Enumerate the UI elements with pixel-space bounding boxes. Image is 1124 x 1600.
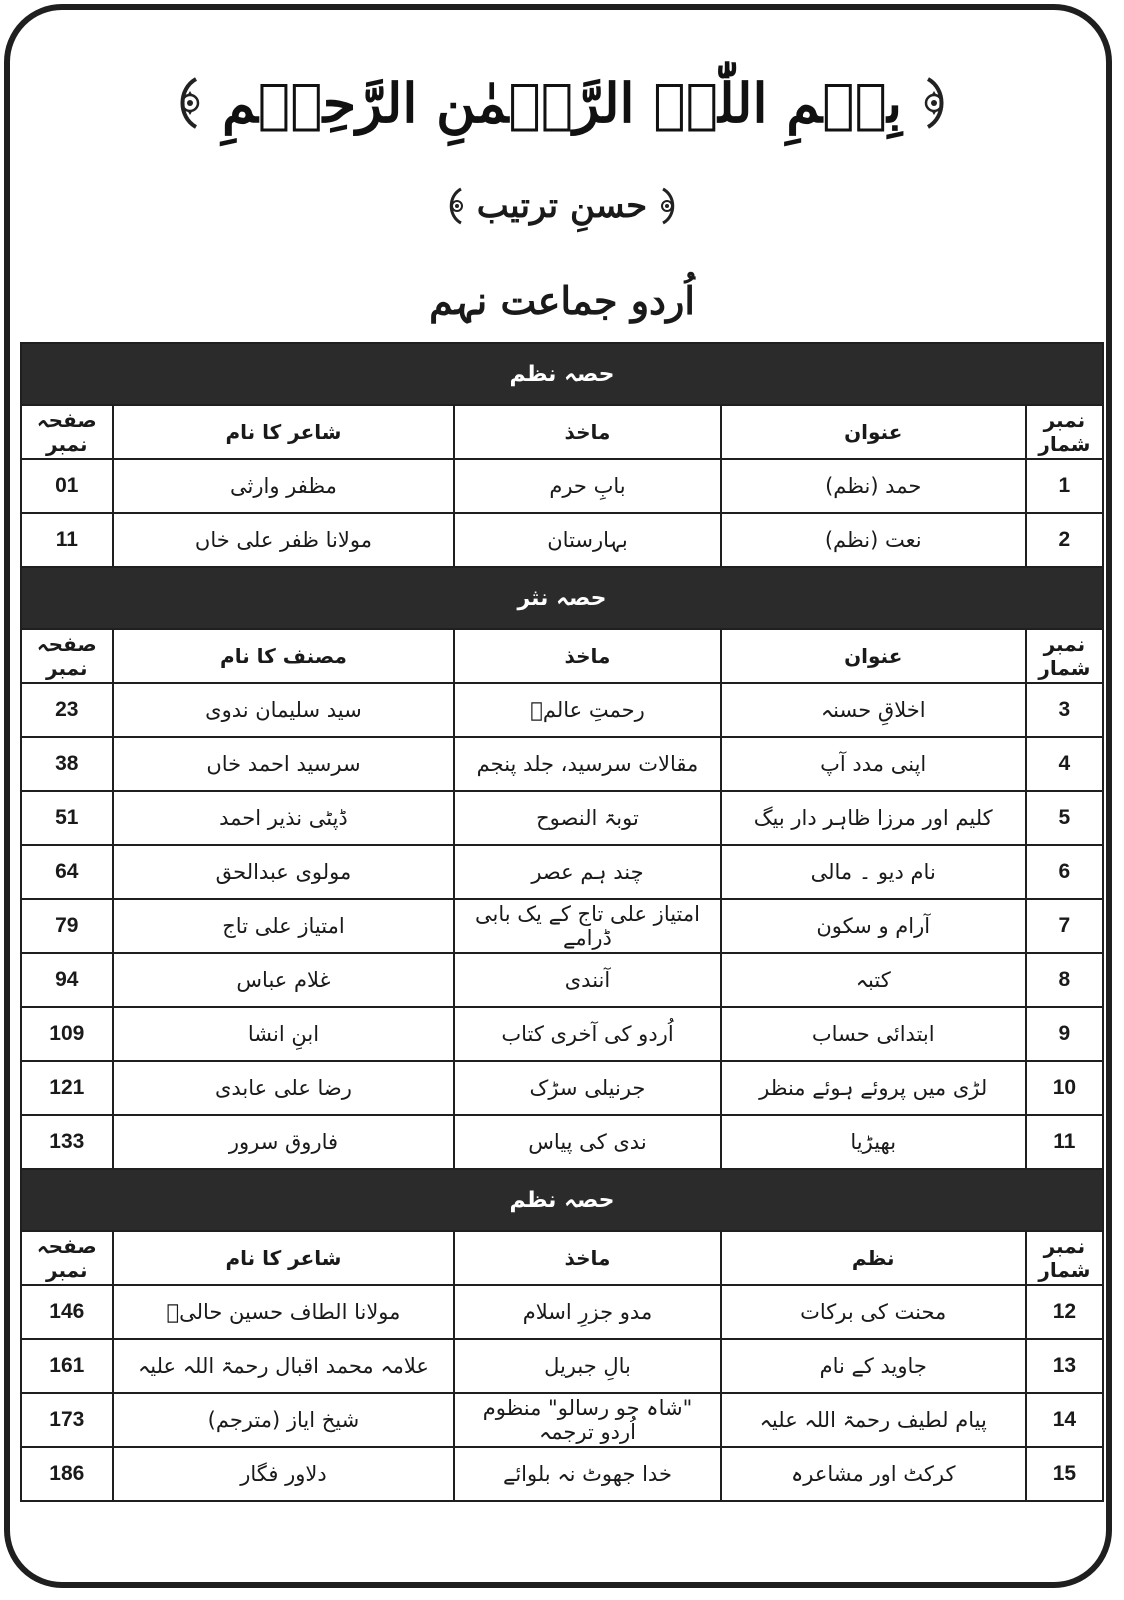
cell-serial-number: 12 (1026, 1285, 1103, 1339)
subtitle-heading (0, 178, 1124, 234)
table-row (21, 513, 1103, 567)
cell-serial-number: 1 (1026, 459, 1103, 513)
cell-author: رضا علی عابدی (113, 1061, 455, 1115)
cell-source: بالِ جبریل (454, 1339, 720, 1393)
cell-serial-number: 14 (1026, 1393, 1103, 1447)
cell-title: جاوید کے نام (721, 1339, 1026, 1393)
table-row (21, 899, 1103, 953)
cell-page-number: 64 (21, 845, 113, 899)
cell-author: ابنِ انشا (113, 1007, 455, 1061)
cell-source: امتیاز علی تاج کے یک بابی ڈرامے (454, 899, 720, 953)
cell-serial-number: 4 (1026, 737, 1103, 791)
section-band (21, 567, 1103, 629)
cell-source: چند ہم عصر (454, 845, 720, 899)
column-header-source: ماخذ (454, 629, 720, 683)
cell-title: محنت کی برکات (721, 1285, 1026, 1339)
cell-serial-number: 3 (1026, 683, 1103, 737)
column-header-serial-number: نمبر شمار (1026, 405, 1103, 459)
column-header-page-number: صفحہ نمبر (21, 1231, 113, 1285)
cell-source: مدو جزرِ اسلام (454, 1285, 720, 1339)
cell-title: اپنی مدد آپ (721, 737, 1026, 791)
left-ornament-small-icon (443, 186, 467, 226)
column-header-row (21, 629, 1103, 683)
cell-title: پیام لطیف رحمۃ اللہ علیہ (721, 1393, 1026, 1447)
table-row (21, 1393, 1103, 1447)
cell-source: رحمتِ عالمؐ (454, 683, 720, 737)
column-header-serial-number: نمبر شمار (1026, 629, 1103, 683)
cell-source: جرنیلی سڑک (454, 1061, 720, 1115)
cell-page-number: 79 (21, 899, 113, 953)
table-row (21, 791, 1103, 845)
right-ornament-icon (920, 75, 954, 131)
cell-page-number: 173 (21, 1393, 113, 1447)
cell-title: آرام و سکون (721, 899, 1026, 953)
column-header-source: ماخذ (454, 1231, 720, 1285)
right-ornament-small-icon (657, 186, 681, 226)
cell-title: کرکٹ اور مشاعرہ (721, 1447, 1026, 1501)
cell-page-number: 01 (21, 459, 113, 513)
page-title: اُردو جماعت نہم (429, 278, 695, 323)
cell-page-number: 161 (21, 1339, 113, 1393)
section-band (21, 1169, 1103, 1231)
cell-author: علامہ محمد اقبال رحمۃ اللہ علیہ (113, 1339, 455, 1393)
table-row (21, 737, 1103, 791)
cell-serial-number: 2 (1026, 513, 1103, 567)
table-row (21, 683, 1103, 737)
bismillah-heading (0, 58, 1124, 148)
cell-title: لڑی میں پروئے ہوئے منظر (721, 1061, 1026, 1115)
cell-source: بہارستان (454, 513, 720, 567)
cell-page-number: 38 (21, 737, 113, 791)
bismillah-text: بِسۡمِ اللّٰہِ الرَّحۡمٰنِ الرَّحِیۡمِ (221, 71, 903, 135)
cell-source: اُردو کی آخری کتاب (454, 1007, 720, 1061)
column-header-author: شاعر کا نام (113, 1231, 455, 1285)
cell-page-number: 121 (21, 1061, 113, 1115)
column-header-author: شاعر کا نام (113, 405, 455, 459)
cell-serial-number: 9 (1026, 1007, 1103, 1061)
cell-page-number: 11 (21, 513, 113, 567)
table-row (21, 1007, 1103, 1061)
column-header-title: عنوان (721, 405, 1026, 459)
cell-author: ڈپٹی نذیر احمد (113, 791, 455, 845)
cell-page-number: 23 (21, 683, 113, 737)
column-header-page-number: صفحہ نمبر (21, 629, 113, 683)
section-heading: حصہ نثر (21, 567, 1103, 629)
column-header-title: عنوان (721, 629, 1026, 683)
cell-title: بھیڑیا (721, 1115, 1026, 1169)
cell-author: امتیاز علی تاج (113, 899, 455, 953)
cell-author: دلاور فگار (113, 1447, 455, 1501)
column-header-row (21, 1231, 1103, 1285)
table-row (21, 1285, 1103, 1339)
cell-serial-number: 13 (1026, 1339, 1103, 1393)
cell-serial-number: 15 (1026, 1447, 1103, 1501)
cell-author: سید سلیمان ندوی (113, 683, 455, 737)
cell-serial-number: 6 (1026, 845, 1103, 899)
table-row (21, 1061, 1103, 1115)
cell-author: مولوی عبدالحق (113, 845, 455, 899)
column-header-title: نظم (721, 1231, 1026, 1285)
cell-page-number: 109 (21, 1007, 113, 1061)
section-heading: حصہ نظم (21, 1169, 1103, 1231)
column-header-row (21, 405, 1103, 459)
cell-title: کتبہ (721, 953, 1026, 1007)
section-heading: حصہ نظم (21, 343, 1103, 405)
cell-source: بابِ حرم (454, 459, 720, 513)
column-header-page-number: صفحہ نمبر (21, 405, 113, 459)
cell-source: آنندی (454, 953, 720, 1007)
cell-serial-number: 11 (1026, 1115, 1103, 1169)
cell-page-number: 186 (21, 1447, 113, 1501)
cell-source: ندی کی پیاس (454, 1115, 720, 1169)
table-row (21, 953, 1103, 1007)
cell-source: خدا جھوٹ نہ بلوائے (454, 1447, 720, 1501)
cell-serial-number: 10 (1026, 1061, 1103, 1115)
contents-table-body (21, 343, 1103, 1501)
column-header-serial-number: نمبر شمار (1026, 1231, 1103, 1285)
cell-title: کلیم اور مرزا ظاہر دار بیگ (721, 791, 1026, 845)
left-ornament-icon (170, 75, 204, 131)
cell-author: سرسید احمد خاں (113, 737, 455, 791)
cell-title: نام دیو ۔ مالی (721, 845, 1026, 899)
contents-table (20, 342, 1104, 1502)
cell-author: شیخ ایاز (مترجم) (113, 1393, 455, 1447)
cell-title: ابتدائی حساب (721, 1007, 1026, 1061)
table-row (21, 1447, 1103, 1501)
cell-serial-number: 8 (1026, 953, 1103, 1007)
column-header-source: ماخذ (454, 405, 720, 459)
subtitle-text: حسنِ ترتیب (476, 186, 648, 226)
cell-author: مولانا الطاف حسین حالیؔ (113, 1285, 455, 1339)
column-header-author: مصنف کا نام (113, 629, 455, 683)
cell-page-number: 133 (21, 1115, 113, 1169)
cell-source: مقالات سرسید، جلد پنجم (454, 737, 720, 791)
cell-title: اخلاقِ حسنہ (721, 683, 1026, 737)
section-band (21, 343, 1103, 405)
cell-source: توبۃ النصوح (454, 791, 720, 845)
table-row (21, 1115, 1103, 1169)
cell-title: نعت (نظم) (721, 513, 1026, 567)
table-row (21, 1339, 1103, 1393)
table-row (21, 845, 1103, 899)
cell-author: فاروق سرور (113, 1115, 455, 1169)
cell-title: حمد (نظم) (721, 459, 1026, 513)
cell-author: غلام عباس (113, 953, 455, 1007)
cell-author: مولانا ظفر علی خاں (113, 513, 455, 567)
cell-page-number: 51 (21, 791, 113, 845)
table-row (21, 459, 1103, 513)
cell-serial-number: 7 (1026, 899, 1103, 953)
cell-author: مظفر وارثی (113, 459, 455, 513)
cell-source: "شاہ جو رسالو" منظوم اُردو ترجمہ (454, 1393, 720, 1447)
cell-page-number: 94 (21, 953, 113, 1007)
cell-page-number: 146 (21, 1285, 113, 1339)
cell-serial-number: 5 (1026, 791, 1103, 845)
